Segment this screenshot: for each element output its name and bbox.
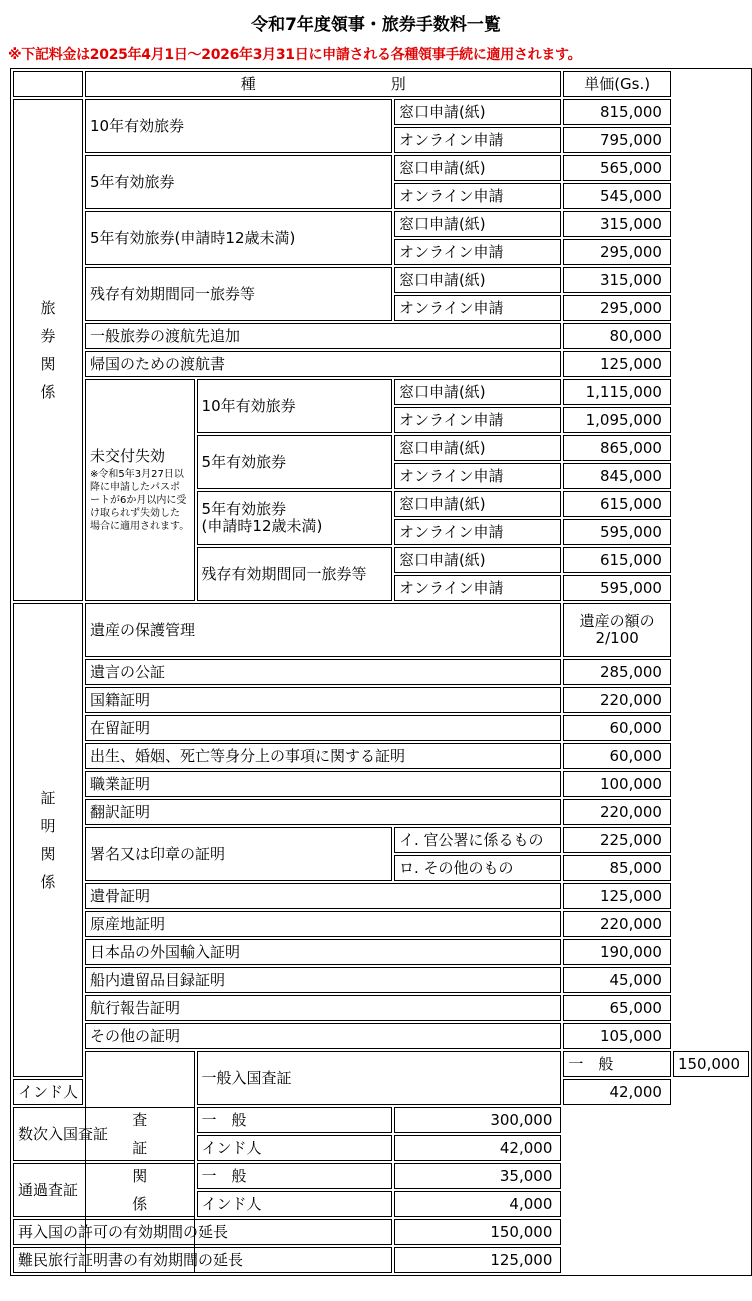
method-label: オンライン申請 [394,239,561,265]
table-row [13,659,749,685]
item-name: 再入国の許可の有効期間の延長 [13,1219,392,1245]
nationality-label: インド人 [197,1135,392,1161]
price-cell: 315,000 [563,211,671,237]
item-name: 残存有効期間同一旅券等 [85,267,392,321]
item-name [197,491,392,545]
category-passport: 旅 券 関 係 [13,99,83,601]
item-name-line2: (申請時12歳未満) [201,517,323,535]
category-certificate: 証 明 関 係 [13,603,83,1077]
item-name: 署名又は印章の証明 [85,827,392,881]
sub-label: イ. 官公署に係るもの [394,827,561,853]
item-name: 一般入国査証 [197,1051,562,1105]
price-cell [563,603,671,657]
item-name: 出生、婚姻、死亡等身分上の事項に関する証明 [85,743,561,769]
estate-price-line2: 2/100 [595,629,639,647]
item-name: 船内遺留品目録証明 [85,967,561,993]
price-cell: 150,000 [394,1219,561,1245]
price-cell: 150,000 [673,1051,749,1077]
method-label: オンライン申請 [394,519,561,545]
item-name: 日本品の外国輸入証明 [85,939,561,965]
table-row [13,827,749,853]
item-name: 難民旅行証明書の有効期間の延長 [13,1247,392,1273]
item-name: 国籍証明 [85,687,561,713]
item-name: 職業証明 [85,771,561,797]
table-row [13,939,749,965]
method-label: オンライン申請 [394,463,561,489]
table-row [13,911,749,937]
table-row [13,799,749,825]
table-row [13,743,749,769]
item-name: その他の証明 [85,1023,561,1049]
table-row [13,967,749,993]
price-cell: 220,000 [563,799,671,825]
price-cell: 815,000 [563,99,671,125]
table-row [13,715,749,741]
sub-label: ロ. その他のもの [394,855,561,881]
item-name: 数次入国査証 [13,1107,195,1161]
method-label: 窓口申請(紙) [394,267,561,293]
method-label: 窓口申請(紙) [394,211,561,237]
table-row [13,1163,749,1189]
method-label: オンライン申請 [394,575,561,601]
table-header-row [13,71,749,97]
estate-price-line1: 遺産の額の [579,612,655,630]
table-row [13,1247,749,1273]
price-cell: 4,000 [394,1191,561,1217]
price-cell: 865,000 [563,435,671,461]
item-name: 5年有効旅券 [85,155,392,209]
item-name: 5年有効旅券 [197,435,392,489]
price-cell: 42,000 [394,1135,561,1161]
price-cell: 615,000 [563,491,671,517]
price-cell: 1,115,000 [563,379,671,405]
price-cell: 845,000 [563,463,671,489]
nationality-label: 一 般 [197,1163,392,1189]
lapsed-note: ※令和5年3月27日以降に申請したパスポートが6か月以内に受け取られず失効した場合に適用されます。 [90,468,190,532]
item-name: 遺骨証明 [85,883,561,909]
table-row [13,883,749,909]
item-name: 10年有効旅券 [85,99,392,153]
price-cell: 595,000 [563,519,671,545]
method-label: オンライン申請 [394,183,561,209]
item-name: 帰国のための渡航書 [85,351,561,377]
nationality-label: 一 般 [563,1051,671,1077]
price-cell: 300,000 [394,1107,561,1133]
table-row [13,603,749,657]
price-cell: 565,000 [563,155,671,181]
table-row [13,267,749,293]
table-row [13,99,749,125]
table-row [13,155,749,181]
nationality-label: 一 般 [197,1107,392,1133]
price-cell: 65,000 [563,995,671,1021]
table-row [13,351,749,377]
price-cell: 295,000 [563,295,671,321]
method-label: 窓口申請(紙) [394,155,561,181]
price-cell: 35,000 [394,1163,561,1189]
item-name: 通過査証 [13,1163,195,1217]
price-cell: 125,000 [563,883,671,909]
price-cell: 45,000 [563,967,671,993]
item-name: 5年有効旅券(申請時12歳未満) [85,211,392,265]
price-cell: 285,000 [563,659,671,685]
table-row [13,323,749,349]
item-name: 10年有効旅券 [197,379,392,433]
item-name: 原産地証明 [85,911,561,937]
table-row [13,379,749,405]
item-name: 一般旅券の渡航先追加 [85,323,561,349]
price-cell: 225,000 [563,827,671,853]
item-name: 遺産の保護管理 [85,603,561,657]
item-name: 翻訳証明 [85,799,561,825]
table-row [13,1107,749,1133]
price-cell: 545,000 [563,183,671,209]
price-cell: 105,000 [563,1023,671,1049]
method-label: 窓口申請(紙) [394,435,561,461]
table-row [13,1219,749,1245]
price-cell: 190,000 [563,939,671,965]
method-label: 窓口申請(紙) [394,547,561,573]
header-empty-cell [13,71,83,97]
price-cell: 615,000 [563,547,671,573]
table-row [13,1023,749,1049]
table-row [13,687,749,713]
price-cell: 220,000 [563,911,671,937]
price-cell: 125,000 [563,351,671,377]
validity-notice: ※下記料金は2025年4月1日～2026年3月31日に申請される各種領事手続に適用されます。 [8,47,582,63]
table-row [13,1051,749,1077]
item-name: 遺言の公証 [85,659,561,685]
item-name: 航行報告証明 [85,995,561,1021]
price-cell: 220,000 [563,687,671,713]
item-name-line1: 5年有効旅券 [201,500,287,518]
method-label: オンライン申請 [394,127,561,153]
table-row [13,771,749,797]
price-cell: 60,000 [563,715,671,741]
header-kind: 種 別 [85,71,561,97]
lapsed-title: 未交付失効 [90,446,166,465]
price-cell: 795,000 [563,127,671,153]
category-visa: 査 証 関 係 [85,1051,195,1273]
price-cell: 595,000 [563,575,671,601]
method-label: オンライン申請 [394,407,561,433]
price-cell: 125,000 [394,1247,561,1273]
price-cell: 100,000 [563,771,671,797]
price-cell: 42,000 [563,1079,671,1105]
method-label: 窓口申請(紙) [394,491,561,517]
method-label: 窓口申請(紙) [394,379,561,405]
method-label: オンライン申請 [394,295,561,321]
item-name: 残存有効期間同一旅券等 [197,547,392,601]
table-row [13,995,749,1021]
method-label: 窓口申請(紙) [394,99,561,125]
nationality-label: インド人 [13,1079,83,1105]
nationality-label: インド人 [197,1191,392,1217]
item-name: 在留証明 [85,715,561,741]
header-price: 単価(Gs.) [563,71,671,97]
price-cell: 1,095,000 [563,407,671,433]
price-cell: 315,000 [563,267,671,293]
page-title: 令和7年度領事・旅券手数料一覧 [251,15,501,35]
fee-table [10,68,752,1276]
price-cell: 80,000 [563,323,671,349]
price-cell: 295,000 [563,239,671,265]
price-cell: 60,000 [563,743,671,769]
price-cell: 85,000 [563,855,671,881]
lapsed-group [85,379,195,601]
table-row [13,211,749,237]
